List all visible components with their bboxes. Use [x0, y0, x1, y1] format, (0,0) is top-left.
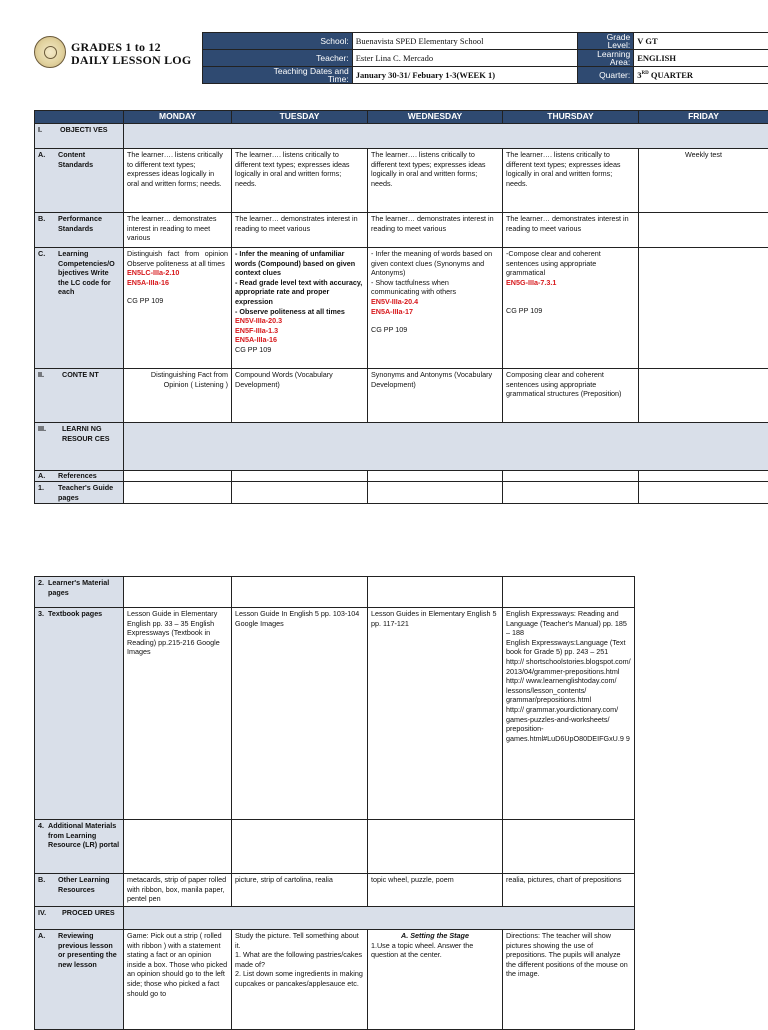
label-content: CONTE NT [58, 370, 120, 380]
label-learners-material: Learner's Material pages [48, 578, 120, 597]
deped-seal-icon [34, 36, 66, 68]
label-teachers-guide: Teacher's Guide pages [58, 483, 120, 502]
day-header-row [35, 111, 768, 124]
cell-cs-fri: Weekly test [639, 149, 768, 213]
dates-value: January 30-31/ Febuary 1-3(WEEK 1) [352, 67, 578, 84]
row-objectives: I. OBJECTI VES [35, 124, 768, 149]
grade-value: V GT [634, 33, 768, 50]
row-content: II. CONTE NT Distinguishing Fact from Opinion ( Listening ) Compound Words (Vocabulary Development) Synonyms and Antonyms (Vocabulary Development) Composing clear and coherent sentences using appropriate grammatical structures (Preposition) [35, 369, 768, 423]
lesson-log-table-1 [34, 110, 768, 504]
cell-tb-thu: English Expressways: Reading and Language (Teacher's Manual) pp. 185 – 188 English Expressways:Language (Text book for Grade 5) pp. 243 – 251 http:// shortschoolstories.blogspot.com/ 2013/04/grammer-prepositions.html http:// www.learnenglishtoday.com/ lessons/lesson_contents/ grammar/prepositions.html http:// grammar.yourdictionary.com/ games-puzzles-and-worksheets/ preposition-games.html#LuD6UpO80DEIFGxU.9 9 [503, 608, 635, 820]
day-friday: FRIDAY [639, 111, 768, 124]
teacher-label: Teacher: [203, 50, 353, 67]
area-value: ENGLISH [634, 50, 768, 67]
label-competencies: Learning Competencies/O bjectives Write the LC code for each [58, 249, 120, 297]
cell-ps-mon: The learner… demonstrates interest in reading to meet various [124, 213, 232, 248]
quarter-value: 3RD QUARTER [634, 67, 768, 84]
row-textbook: 3. Textbook pages Lesson Guide in Elementary English pp. 33 – 35 English Expressways (Textbook in Reading) pp.215-216 Google Images Lesson Guide In English 5 pp. 103-104 Google Images Lesson Guides in Elementary English 5 pp. 117-121 English Expressways: Reading and Language (Teacher's Manual) pp. 185 – 188 English Expressways:Language (Text book for Grade 5) pp. 243 – 251 http:// shortschoolstories.blogspot.com/ 2013/04/grammer-prepositions.html http:// www.learnenglishtoday.com/ lessons/lesson_contents/ grammar/prepositions.html http:// grammar.yourdictionary.com/ games-puzzles-and-worksheets/ preposition-games.html#LuD6UpO80DEIFGxU.9 9 [35, 608, 635, 820]
label-procedures: PROCED URES [58, 908, 120, 918]
cell-ps-tue: The learner… demonstrates interest in reading to meet various [232, 213, 368, 248]
cell-tb-wed: Lesson Guides in Elementary English 5 pp. 117-121 [368, 608, 503, 820]
label-textbook: Textbook pages [48, 609, 120, 619]
teacher-value: Ester Lina C. Mercado [352, 50, 578, 67]
day-tuesday: TUESDAY [232, 111, 368, 124]
cell-other-thu: realia, pictures, chart of prepositions [503, 874, 635, 907]
quarter-label: Quarter: [578, 67, 634, 84]
cell-content-tue: Compound Words (Vocabulary Development) [232, 369, 368, 423]
cell-other-mon: metacards, strip of paper rolled with ribbon, box, manila paper, pentel pen [124, 874, 232, 907]
row-learning-resources: III. LEARNI NG RESOUR CES [35, 423, 768, 471]
cell-other-tue: picture, strip of cartolina, realia [232, 874, 368, 907]
header-info-table [202, 32, 768, 84]
row-procedures: IV. PROCED URES [35, 907, 635, 930]
cell-content-thu: Composing clear and coherent sentences using appropriate grammatical structures (Preposition) [503, 369, 639, 423]
row-reviewing: A. Reviewing previous lesson or presenting the new lesson Game: Pick out a strip ( rolled with ribbon ) with a statement stating a fact or an opinion inside a box. Those who picked an opinion should go to the left side; those who picked a fact should go to Study the picture. Tell something about it. 1. What are the following pastries/cakes made of? 2. List down some ingredients in making cupcakes or pancakes/applesauce etc. A. Setting the Stage 1.Use a topic wheel. Answer the question at the center. Directions: The teacher will show pictures showing the use of prepositions. The pupils will analyze the different positions of the mouse on the image. [35, 930, 635, 1030]
row-performance-standards: B. Performance Standards The learner… demonstrates interest in reading to meet various The learner… demonstrates interest in reading to meet various The learner… demonstrates interest in reading to meet various The learner… demonstrates interest in reading to meet various [35, 213, 768, 248]
school-value: Buenavista SPED Elementary School [352, 33, 578, 50]
day-thursday: THURSDAY [503, 111, 639, 124]
cell-content-wed: Synonyms and Antonyms (Vocabulary Development) [368, 369, 503, 423]
row-additional-materials: 4. Additional Materials from Learning Resource (LR) portal [35, 820, 635, 874]
area-label: Learning Area: [578, 50, 634, 67]
day-monday: MONDAY [124, 111, 232, 124]
cell-lc-mon: Distinguish fact from opinion Observe politeness at all times EN5LC-IIIa-2.10 EN5A-IIIa-16 CG PP 109 [124, 248, 232, 369]
cell-tb-mon: Lesson Guide in Elementary English pp. 33 – 35 English Expressways (Textbook in Reading) pp.215-216 Google Images [124, 608, 232, 820]
cell-cs-mon: The learner…. listens critically to different text types; expresses ideas logically in oral and written forms; needs. [124, 149, 232, 213]
cell-lc-wed: - Infer the meaning of words based on given context clues (Synonyms and Antonyms) - Show tactfulness when communicating with others EN5V-IIIa-20.4 EN5A-IIIa-17 CG PP 109 [368, 248, 503, 369]
cell-lc-thu: -Compose clear and coherent sentences using appropriate grammatical EN5G-IIIa-7.3.1 CG PP 109 [503, 248, 639, 369]
label-additional-materials: Additional Materials from Learning Resource (LR) portal [48, 821, 120, 850]
day-wednesday: WEDNESDAY [368, 111, 503, 124]
cell-tb-tue: Lesson Guide In English 5 pp. 103-104 Google Images [232, 608, 368, 820]
doc-title-line2: DAILY LESSON LOG [71, 53, 191, 68]
lesson-log-table-2 [34, 576, 635, 1030]
row-content-standards: A. Content Standards The learner…. listens critically to different text types; expresses ideas logically in oral and written forms; needs. The learner…. listens critically to different text types; expresses ideas logically in oral and written forms; needs. The learner…. listens critically to different text types; expresses ideas logically in oral and written forms; needs. The learner…. listens critically to different text types; expresses ideas logically in oral and written forms; needs. Weekly test [35, 149, 768, 213]
row-other-resources: B. Other Learning Resources metacards, strip of paper rolled with ribbon, box, manila paper, pentel pen picture, strip of cartolina, realia topic wheel, puzzle, poem realia, pictures, chart of prepositions [35, 874, 635, 907]
label-other-resources: Other Learning Resources [58, 875, 120, 894]
cell-ps-wed: The learner… demonstrates interest in reading to meet various [368, 213, 503, 248]
label-references: References [58, 471, 120, 481]
cell-rev-tue: Study the picture. Tell something about it. 1. What are the following pastries/cakes made of? 2. List down some ingredients in making cupcakes or pancakes/applesauce etc. [232, 930, 368, 1030]
school-label: School: [203, 33, 353, 50]
label-content-standards: Content Standards [58, 150, 120, 169]
cell-cs-thu: The learner…. listens critically to different text types; expresses ideas logically in oral and written forms; needs. [503, 149, 639, 213]
cell-other-wed: topic wheel, puzzle, poem [368, 874, 503, 907]
cell-rev-thu: Directions: The teacher will show pictures showing the use of prepositions. The pupils will analyze the different positions of the mouse on the image. [503, 930, 635, 1030]
grade-label: Grade Level: [578, 33, 634, 50]
row-competencies: C. Learning Competencies/O bjectives Write the LC code for each Distinguish fact from opinion Observe politeness at all times EN5LC-IIIa-2.10 EN5A-IIIa-16 CG PP 109 - Infer the meaning of unfamiliar words (Compound) based on given context clues - Read grade level text with accuracy, appropriate rate and proper expression - Observe politeness at all times EN5V-IIIa-20.3 EN5F-IIIa-1.3 EN5A-IIIa-16 CG PP 109 - Infer the meaning of words based on given context clues (Synonyms and Antonyms) - Show tactfulness when communicating with others EN5V-IIIa-20.4 EN5A-IIIa-17 CG PP 109 -Compose clear and coherent sentences using appropriate grammatical EN5G-IIIa-7.3.1 CG PP 109 [35, 248, 768, 369]
label-performance-standards: Performance Standards [58, 214, 120, 233]
dates-label: Teaching Dates and Time: [203, 67, 353, 84]
header [34, 32, 768, 102]
label-reviewing: Reviewing previous lesson or presenting the new lesson [58, 931, 120, 969]
cell-content-mon: Distinguishing Fact from Opinion ( Listening ) [124, 369, 232, 423]
cell-cs-tue: The learner…. listens critically to different text types; expresses ideas logically in oral and written forms; needs. [232, 149, 368, 213]
cell-rev-wed: A. Setting the Stage 1.Use a topic wheel. Answer the question at the center. [368, 930, 503, 1030]
cell-ps-thu: The learner… demonstrates interest in reading to meet various [503, 213, 639, 248]
cell-cs-wed: The learner…. listens critically to different text types; expresses ideas logically in oral and written forms; needs. [368, 149, 503, 213]
label-learning-resources: LEARNI NG RESOUR CES [58, 424, 120, 443]
row-teachers-guide: 1. Teacher's Guide pages [35, 482, 768, 504]
label-objectives: OBJECTI VES [58, 125, 120, 135]
cell-lc-tue: - Infer the meaning of unfamiliar words (Compound) based on given context clues - Read grade level text with accuracy, appropriate rate and proper expression - Observe politeness at all times EN5V-IIIa-20.3 EN5F-IIIa-1.3 EN5A-IIIa-16 CG PP 109 [232, 248, 368, 369]
doc-title-line1: GRADES 1 to 12 [71, 40, 161, 55]
row-learners-material: 2. Learner's Material pages [35, 577, 635, 608]
row-references: A. References [35, 471, 768, 482]
cell-rev-mon: Game: Pick out a strip ( rolled with ribbon ) with a statement stating a fact or an opinion inside a box. Those who picked an opinion should go to the left side; those who picked a fact should go to [124, 930, 232, 1030]
